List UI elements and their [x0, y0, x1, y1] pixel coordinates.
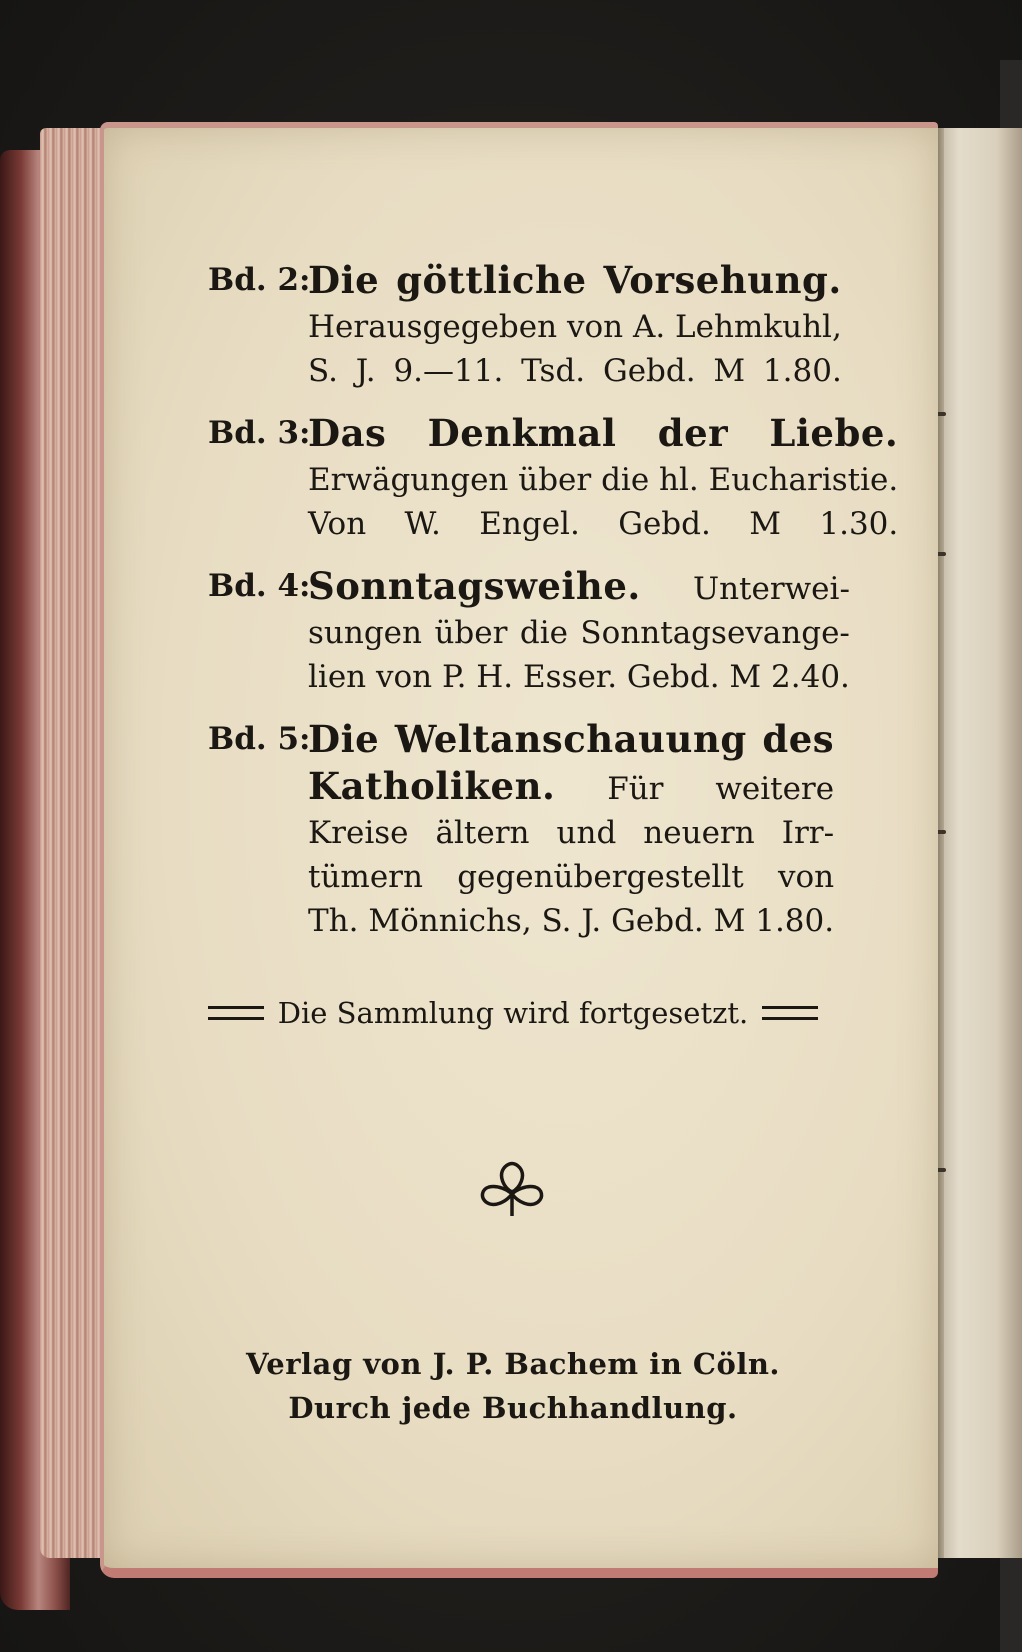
volume-body — [308, 564, 850, 699]
publisher-line: Verlag von J. P. Bachem in Cöln. — [245, 1347, 781, 1381]
volume-entry — [208, 258, 842, 393]
volume-title: Sonntagsweihe. — [308, 564, 641, 608]
volume-desc-start: Für weitere — [607, 771, 835, 807]
volume-desc-line: Th. Mönnichs, S. J. Gebd. M 1.80. — [308, 903, 835, 939]
volume-body — [308, 258, 842, 393]
volume-desc-line: Kreise ältern und neuern Irr- — [308, 815, 835, 851]
volume-body — [308, 717, 834, 943]
volume-entry — [208, 564, 850, 699]
double-rule-left — [208, 1006, 264, 1020]
volume-desc-line: Herausgegeben von A. Lehmkuhl, — [308, 309, 842, 345]
volume-title: Die Weltanschauung des — [308, 717, 835, 761]
bookshop-line: Durch jede Buchhandlung. — [288, 1391, 738, 1425]
volume-desc-line: Von W. Engel. Gebd. M 1.30. — [308, 506, 899, 542]
volume-title: Das Denkmal der Liebe. — [308, 411, 899, 455]
volume-entry — [208, 411, 899, 546]
volume-number: Bd. 3: — [208, 415, 311, 451]
volume-entry — [208, 717, 835, 943]
volume-title: Die göttliche Vorsehung. — [308, 258, 842, 302]
volume-number: Bd. 5: — [208, 721, 311, 757]
facing-page — [938, 128, 1022, 1558]
trefoil-icon — [476, 1158, 548, 1220]
volume-desc-line: sungen über die Sonntagsevange- — [308, 615, 850, 651]
volume-number: Bd. 4: — [208, 568, 311, 604]
volume-desc-line: lien von P. H. Esser. Gebd. M 2.40. — [308, 659, 850, 695]
volume-desc-line: tümern gegenübergestellt von — [308, 859, 835, 895]
volume-desc-line: Erwägungen über die hl. Eucharistie. — [308, 462, 899, 498]
volume-desc-line: S. J. 9.—11. Tsd. Gebd. M 1.80. — [308, 353, 842, 389]
volume-title-continued: Katholiken. — [308, 764, 556, 808]
volume-list — [208, 258, 899, 961]
volume-body — [308, 411, 898, 546]
notice-text: Die Sammlung wird fortgesetzt. — [277, 996, 749, 1030]
series-notice — [208, 996, 818, 1030]
volume-desc-start: Unterwei- — [692, 571, 850, 607]
publisher-imprint — [208, 1342, 818, 1430]
volume-number: Bd. 2: — [208, 262, 311, 298]
book-page — [100, 122, 938, 1578]
double-rule-right — [762, 1006, 818, 1020]
